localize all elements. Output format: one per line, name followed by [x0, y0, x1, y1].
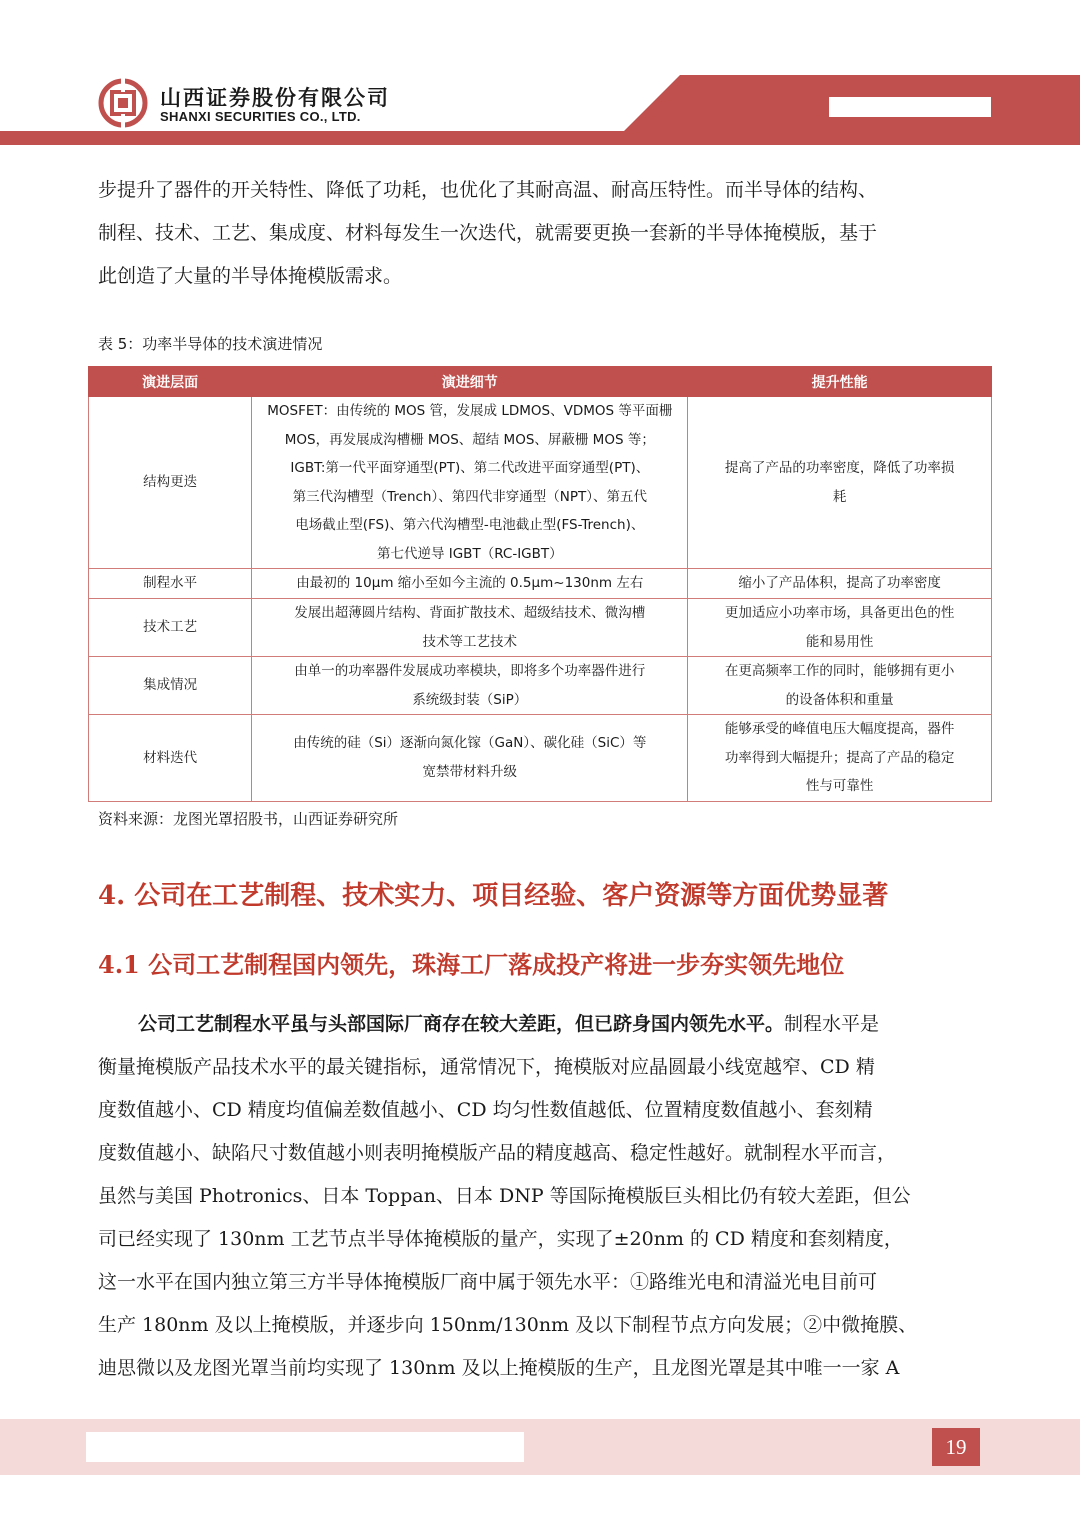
detail-line: 第三代沟槽型（Trench）、第四代非穿通型（NPT）、第五代 [292, 488, 647, 505]
detail-cell [252, 657, 688, 715]
text-line: 这一水平在国内独立第三方半导体掩模版厂商中属于领先水平：①路维光电和清溢光电目前可 [98, 1271, 878, 1293]
benefit-line: 性与可靠性 [805, 778, 874, 794]
benefit-line: 的设备体积和重量 [785, 691, 894, 708]
benefit-cell [688, 599, 992, 657]
text-line: 制程、技术、工艺、集成度、材料每发生一次迭代，就需要更换一套新的半导体掩模版，基于 [98, 222, 878, 244]
table-row [89, 657, 992, 715]
detail-cell [252, 715, 688, 802]
table-source-note: 资料来源：龙图光罩招股书，山西证券研究所 [98, 810, 399, 828]
section-title: 4. 公司在工艺制程、技术实力、项目经验、客户资源等方面优势显著 [98, 881, 889, 911]
benefit-line: 提高了产品的功率密度，降低了功率损 [724, 460, 955, 476]
text-line: 虽然与美国 Photronics、日本 Toppan、日本 DNP 等国际掩模版巨头相比仍有较大差距，但公 [98, 1185, 911, 1207]
page-header [0, 0, 1080, 150]
intro-paragraph [98, 169, 982, 298]
text-line: 步提升了器件的开关特性、降低了功耗，也优化了其耐高温、耐高压特性。而半导体的结构、 [98, 179, 878, 201]
company-name-en: SHANXI SECURITIES CO., LTD. [160, 109, 361, 124]
table-row [89, 715, 992, 802]
tech-evolution-table [88, 366, 992, 802]
table-row [89, 599, 992, 657]
header-band [0, 131, 1080, 145]
detail-cell [252, 569, 688, 599]
header-label-box [829, 97, 991, 117]
detail-line: 第七代逆导 IGBT（RC-IGBT） [376, 545, 563, 562]
lead-bold-sentence: 公司工艺制程水平虽与头部国际厂商存在较大差距，但已跻身国内领先水平。 [138, 1013, 785, 1035]
detail-line: 由传统的硅（Si）逐渐向氮化镓（GaN）、碳化硅（SiC）等 [293, 735, 647, 752]
detail-line: 电场截止型(FS)、第六代沟槽型-电池截止型(FS-Trench)、 [295, 517, 645, 533]
footer-label-box [86, 1432, 524, 1462]
detail-line: MOSFET：由传统的 MOS 管，发展成 LDMOS、VDMOS 等平面栅 [267, 403, 673, 419]
text-line [98, 1003, 982, 1046]
text-line: 衡量掩模版产品技术水平的最关键指标，通常情况下，掩模版对应晶圆最小线宽越窄、CD 精 [98, 1056, 875, 1078]
layer-cell: 集成情况 [89, 657, 252, 715]
text-line: 迪思微以及龙图光罩当前均实现了 130nm 及以上掩模版的生产，且龙图光罩是其中唯一一家 A [98, 1357, 900, 1379]
text-line: 度数值越小、CD 精度均值偏差数值越小、CD 均匀性数值越低、位置精度数值越小、套刻精 [98, 1099, 873, 1121]
lead-rest: 制程水平是 [784, 1013, 880, 1035]
page-number: 19 [932, 1428, 980, 1466]
benefit-line: 在更高频率工作的同时，能够拥有更小 [724, 663, 955, 679]
benefit-line: 能和易用性 [805, 633, 874, 650]
layer-cell: 制程水平 [89, 569, 252, 599]
detail-line: 宽禁带材料升级 [422, 763, 518, 780]
detail-line: 技术等工艺技术 [422, 633, 518, 650]
table-row [89, 397, 992, 569]
benefit-line: 功率得到大幅提升；提高了产品的稳定 [724, 749, 955, 766]
detail-line: 系统级封装（SiP） [412, 691, 528, 708]
layer-cell: 结构更迭 [89, 397, 252, 569]
detail-line: IGBT:第一代平面穿通型(PT)、第二代改进平面穿通型(PT)、 [290, 460, 650, 476]
benefit-cell [688, 569, 992, 599]
detail-line: 由最初的 10μm 缩小至如今主流的 0.5μm~130nm 左右 [296, 575, 644, 592]
benefit-line: 能够承受的峰值电压大幅度提高，器件 [724, 721, 955, 737]
column-header: 演进细节 [252, 367, 688, 397]
company-name-cn: 山西证券股份有限公司 [160, 86, 390, 110]
column-header: 提升性能 [688, 367, 992, 397]
table-caption: 表 5：功率半导体的技术演进情况 [98, 335, 323, 353]
benefit-line: 更加适应小功率市场，具备更出色的性 [724, 605, 955, 621]
detail-line: MOS，再发展成沟槽栅 MOS、超结 MOS、屏蔽栅 MOS 等； [284, 431, 655, 448]
benefit-cell [688, 397, 992, 569]
detail-cell [252, 599, 688, 657]
table-header-row [89, 367, 992, 397]
benefit-cell [688, 657, 992, 715]
benefit-cell [688, 715, 992, 802]
text-line: 生产 180nm 及以上掩模版，并逐步向 150nm/130nm 及以下制程节点方向发展；②中微掩膜、 [98, 1314, 918, 1336]
subsection-title: 4.1 公司工艺制程国内领先，珠海工厂落成投产将进一步夯实领先地位 [98, 950, 845, 979]
text-line: 司已经实现了 130nm 工艺节点半导体掩模版的量产，实现了±20nm 的 CD 精度和套刻精度， [98, 1228, 903, 1250]
detail-cell [252, 397, 688, 569]
benefit-line: 缩小了产品体积，提高了功率密度 [738, 575, 941, 592]
layer-cell: 技术工艺 [89, 599, 252, 657]
column-header: 演进层面 [89, 367, 252, 397]
table-row [89, 569, 992, 599]
benefit-line: 耗 [832, 488, 847, 505]
detail-line: 由单一的功率器件发展成功率模块，即将多个功率器件进行 [294, 663, 646, 679]
text-line: 此创造了大量的半导体掩模版需求。 [98, 265, 403, 287]
text-line: 度数值越小、缺陷尺寸数值越小则表明掩模版产品的精度越高、稳定性越好。就制程水平而言， [98, 1142, 897, 1164]
layer-cell: 材料迭代 [89, 715, 252, 802]
detail-line: 发展出超薄圆片结构、背面扩散技术、超级结技术、微沟槽 [294, 605, 646, 621]
main-paragraph [98, 1003, 982, 1390]
company-logo-icon [98, 78, 148, 128]
